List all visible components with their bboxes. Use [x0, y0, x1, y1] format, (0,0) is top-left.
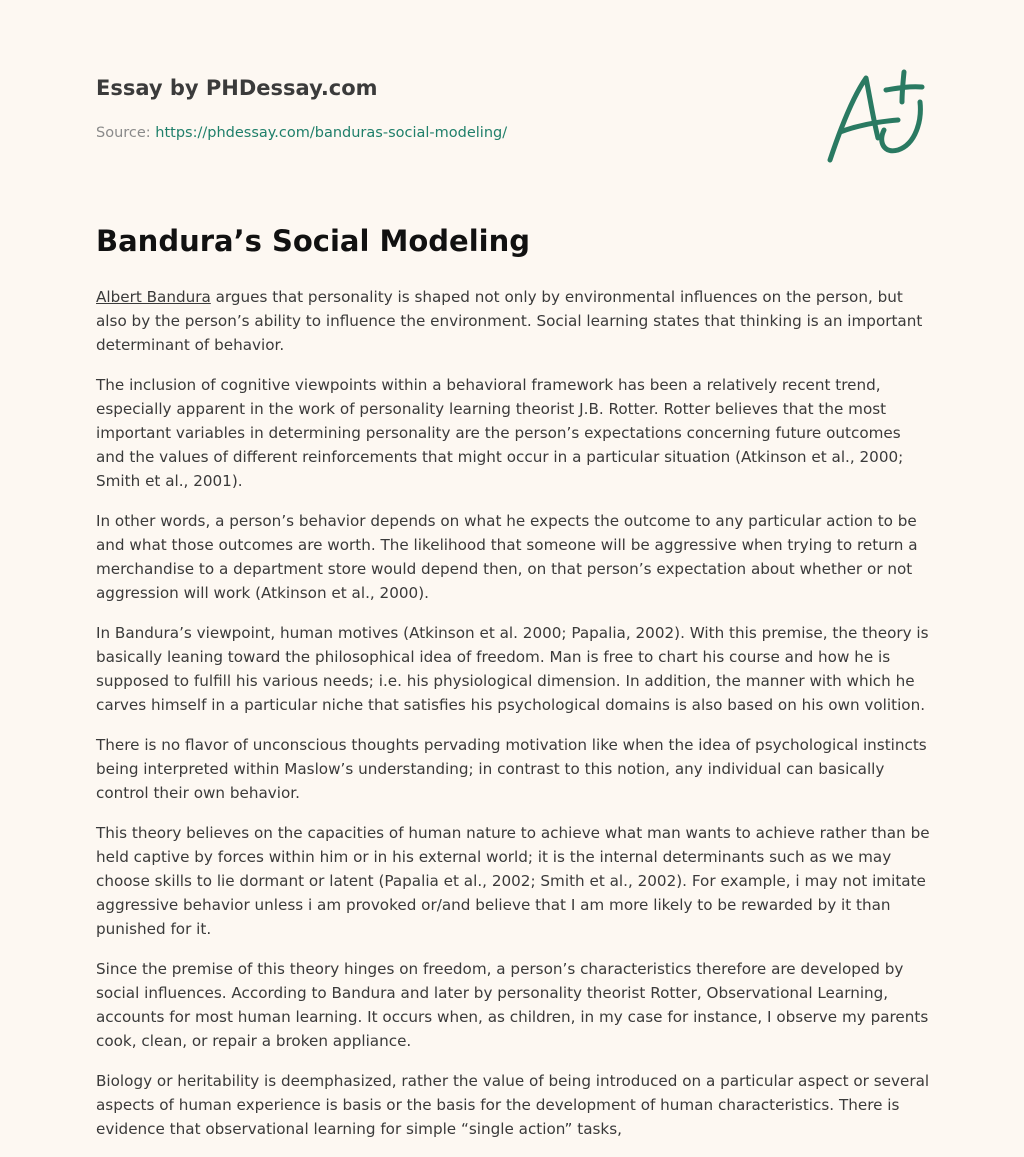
- source-label: Source:: [96, 125, 151, 141]
- essay-body: [96, 285, 930, 1157]
- essay-paragraph-2: The inclusion of cognitive viewpoints within a behavioral framework has been a relatively recent trend, especially apparent in the work of personality learning theorist J.B. Rotter. Rotter believes that the most important variables in determining personality are the person’s expectations concerning future outcomes and the values of different reinforcements that might occur in a particular situation (Atkinson et al., 2000; Smith et al., 2001).: [96, 376, 904, 490]
- essay-paragraph-3: In other words, a person’s behavior depends on what he expects the outcome to any particular action to be and what those outcomes are worth. The likelihood that someone will be aggressive when trying to return a merchandise to a department store would depend then, on that person’s expectation about whether or not aggression will work (Atkinson et al., 2000).: [96, 512, 918, 602]
- header: [96, 0, 930, 200]
- source-link[interactable]: https://phdessay.com/banduras-social-modeling/: [155, 125, 508, 141]
- essay-title: Bandura’s Social Modeling: [96, 224, 531, 258]
- essay-paragraph-4: In Bandura’s viewpoint, human motives (Atkinson et al. 2000; Papalia, 2002). With this premise, the theory is basically leaning toward the philosophical idea of freedom. Man is free to chart his course and how he is supposed to fulfill his various needs; i.e. his physiological dimension. In addition, the manner with which he carves himself in a particular niche that satisfies his psychological domains is also based on his own volition.: [96, 624, 929, 714]
- essay-paragraph-1: Albert Bandura argues that personality is shaped not only by environmental influences on the person, but also by the person’s ability to influence the environment. Social learning states that thinking is an important determinant of behavior.: [96, 288, 923, 354]
- page: [96, 0, 930, 1138]
- essay-paragraph-5: There is no flavor of unconscious thoughts pervading motivation like when the idea of psychological instincts being interpreted within Maslow’s understanding; in contrast to this notion, any individual can basically control their own behavior.: [96, 736, 927, 802]
- a-plus-logo-icon: [826, 68, 926, 164]
- essay-paragraph-8: Biology or heritability is deemphasized, rather the value of being introduced on a particular aspect or several aspects of human experience is basis or the basis for the development of human characteristics. There is evidence that observational learning for simple “single action” tasks,: [96, 1072, 930, 1138]
- essay-paragraph-6: This theory believes on the capacities of human nature to achieve what man wants to achieve rather than be held captive by forces within him or in his external world; it is the internal determinants such as we may choose skills to lie dormant or latent (Papalia et al., 2002; Smith et al., 2002). For example, i may not imitate aggressive behavior unless i am provoked or/and believe that I am more likely to be rewarded by it than punished for it.: [96, 824, 930, 938]
- author-link[interactable]: Albert Bandura: [96, 288, 211, 306]
- source-line: [96, 125, 507, 141]
- essay-paragraph-7: Since the premise of this theory hinges on freedom, a person’s characteristics therefore are developed by social influences. According to Bandura and later by personality theorist Rotter, Observational Learning, accounts for most human learning. It occurs when, as children, in my case for instance, I observe my parents cook, clean, or repair a broken appliance.: [96, 960, 929, 1050]
- site-brand: Essay by PHDessay.com: [96, 76, 378, 100]
